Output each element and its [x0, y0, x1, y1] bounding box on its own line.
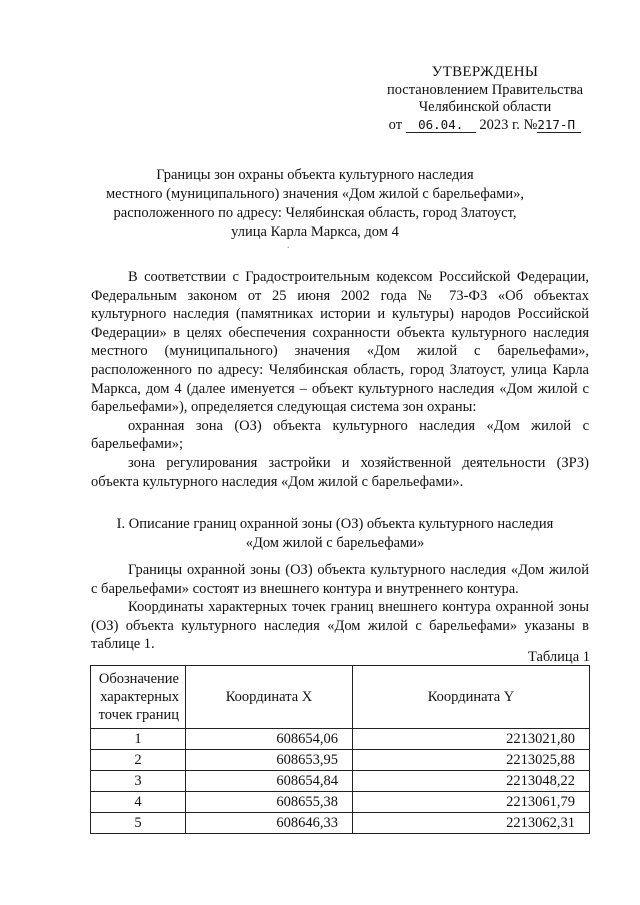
approval-date: 06.04. [406, 118, 476, 133]
section-text [91, 561, 589, 654]
coordinate-x: 608653,95 [186, 750, 353, 771]
approval-line-2: Челябинской области [418, 99, 552, 115]
header-coordinate-y: Координата Y [353, 666, 590, 729]
paragraph: В соответствии с Градостроительным кодексом Российской Федерации, Федеральным законом от 25 июня 2002 года № 73-ФЗ «Об объектах культурного наследия (памятниках истории и культуры) народов Российской Федерации» в целях обеспечения сохранности объекта культурного наследия местного (муниципального) значения «Дом жилой с барельефами», расположенного по адресу: Челябинская область, город Златоуст, улица Карла Маркса, дом 4 (далее именуется – объект культурного наследия «Дом жилой с барельефами»), определяется следующая система зон охраны: [91, 269, 589, 416]
point-number: 5 [91, 813, 186, 834]
coordinate-y: 2213048,22 [353, 771, 590, 792]
title-line: расположенного по адресу: Челябинская область, город Златоуст, [113, 205, 517, 221]
coordinate-x: 608654,06 [186, 729, 353, 750]
document-title [100, 166, 530, 242]
coordinate-y: 2213021,80 [353, 729, 590, 750]
section-heading-line: «Дом жилой с барельефами» [245, 535, 425, 551]
approval-year: 2023 г. № [479, 116, 538, 133]
intro-text [91, 268, 589, 491]
table-row [91, 813, 590, 834]
coordinate-y: 2213025,88 [353, 750, 590, 771]
point-number: 2 [91, 750, 186, 771]
title-line: местного (муниципального) значения «Дом жилой с барельефами», [105, 186, 525, 202]
table-row [91, 729, 590, 750]
table-row [91, 771, 590, 792]
title-line: Границы зон охраны объекта культурного наследия [156, 167, 474, 183]
approval-from: от [388, 116, 403, 133]
section-heading [100, 515, 570, 553]
paragraph: Координаты характерных точек границ внешнего контура охранной зоны (ОЗ) объекта культурного наследия «Дом жилой с барельефами» указаны в таблице 1. [91, 599, 589, 653]
paragraph: Границы охранной зоны (ОЗ) объекта культурного наследия «Дом жилой с барельефами» состоят из внешнего контура и внутреннего контура. [91, 562, 589, 597]
table-caption: Таблица 1 [527, 649, 590, 665]
table-header-row [91, 666, 590, 729]
paragraph: охранная зона (ОЗ) объекта культурного наследия «Дом жилой с барельефами»; [91, 417, 589, 453]
coordinate-x: 608646,33 [186, 813, 353, 834]
coordinate-x: 608655,38 [186, 792, 353, 813]
header-coordinate-x: Координата X [186, 666, 353, 729]
approval-block [370, 64, 600, 134]
approval-number: 217-П [537, 118, 581, 133]
approval-heading: УТВЕРЖДЕНЫ [431, 64, 539, 80]
coordinates-table [90, 665, 590, 834]
approval-line-1: постановлением Правительства [386, 81, 584, 98]
coordinate-y: 2213062,31 [353, 813, 590, 834]
paragraph: зона регулирования застройки и хозяйственной деятельности (ЗРЗ) объекта культурного наследия «Дом жилой с барельефами». [91, 454, 589, 490]
table-row [91, 792, 590, 813]
point-number: 3 [91, 771, 186, 792]
coordinate-y: 2213061,79 [353, 792, 590, 813]
point-number: 4 [91, 792, 186, 813]
section-heading-line: I. Описание границ охранной зоны (ОЗ) объекта культурного наследия [116, 516, 554, 532]
approval-date-line [370, 117, 600, 135]
header-point-designation: Обозначение характерных точек границ [91, 666, 186, 729]
table-row [91, 750, 590, 771]
point-number: 1 [91, 729, 186, 750]
coordinate-x: 608654,84 [186, 771, 353, 792]
scan-mark: . [287, 240, 290, 251]
title-line: улица Карла Маркса, дом 4 [231, 224, 399, 240]
